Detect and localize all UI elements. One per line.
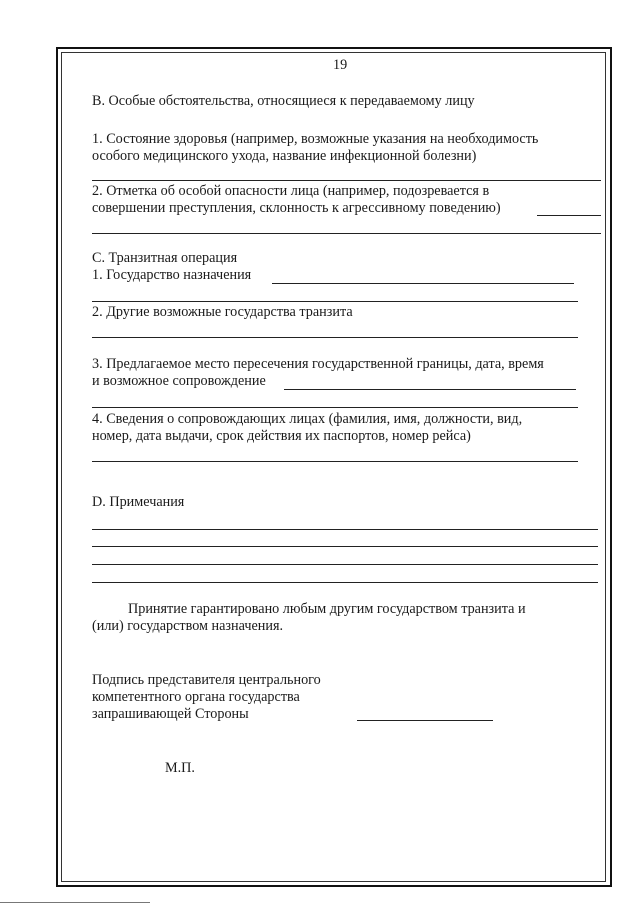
section-c-item3-line2: и возможное сопровождение <box>92 373 266 389</box>
acceptance-line1: Принятие гарантировано любым другим государством транзита и <box>128 601 526 617</box>
section-c-item3-answer-line-2[interactable] <box>92 407 578 408</box>
section-d-title: D. Примечания <box>92 494 185 510</box>
section-c-item1-answer-line[interactable] <box>272 283 574 284</box>
signature-label-line2: компетентного органа государства <box>92 689 300 705</box>
section-c-item4-line1: 4. Сведения о сопровождающих лицах (фамилия, имя, должности, вид, <box>92 411 523 427</box>
section-b-title: В. Особые обстоятельства, относящиеся к передаваемому лицу <box>92 93 475 109</box>
section-b-item2-line1: 2. Отметка об особой опасности лица (например, подозревается в <box>92 183 490 199</box>
page-number: 19 <box>333 57 348 73</box>
acceptance-line2: (или) государством назначения. <box>92 618 284 634</box>
notes-line-1[interactable] <box>92 529 598 530</box>
notes-line-4[interactable] <box>92 582 598 583</box>
section-b-item2-answer-line[interactable] <box>537 215 601 216</box>
scan-artifact-line <box>0 902 150 903</box>
section-b-item1-line2: особого медицинского ухода, название инфекционной болезни) <box>92 148 477 164</box>
section-c-item1-answer-line-2[interactable] <box>92 301 578 302</box>
page-border-inner <box>61 52 606 882</box>
section-b-item2-line2: совершении преступления, склонность к агрессивному поведению) <box>92 200 501 216</box>
section-c-item2-answer-line[interactable] <box>92 337 578 338</box>
notes-line-3[interactable] <box>92 564 598 565</box>
section-c-item4-answer-line[interactable] <box>92 461 578 462</box>
signature-label-line3: запрашивающей Стороны <box>92 706 249 722</box>
section-c-item4-line2: номер, дата выдачи, срок действия их паспортов, номер рейса) <box>92 428 471 444</box>
signature-line[interactable] <box>357 720 493 721</box>
stamp-label: М.П. <box>165 760 195 776</box>
section-b-item1-line1: 1. Состояние здоровья (например, возможные указания на необходимость <box>92 131 539 147</box>
section-c-title: С. Транзитная операция <box>92 250 238 266</box>
section-c-item3-answer-line[interactable] <box>284 389 576 390</box>
signature-label-line1: Подпись представителя центрального <box>92 672 321 688</box>
section-c-item2: 2. Другие возможные государства транзита <box>92 304 353 320</box>
section-b-item2-answer-line-2[interactable] <box>92 233 601 234</box>
section-b-item1-answer-line[interactable] <box>92 180 601 181</box>
notes-line-2[interactable] <box>92 546 598 547</box>
section-c-item3-line1: 3. Предлагаемое место пересечения государственной границы, дата, время <box>92 356 544 372</box>
section-c-item1: 1. Государство назначения <box>92 267 252 283</box>
